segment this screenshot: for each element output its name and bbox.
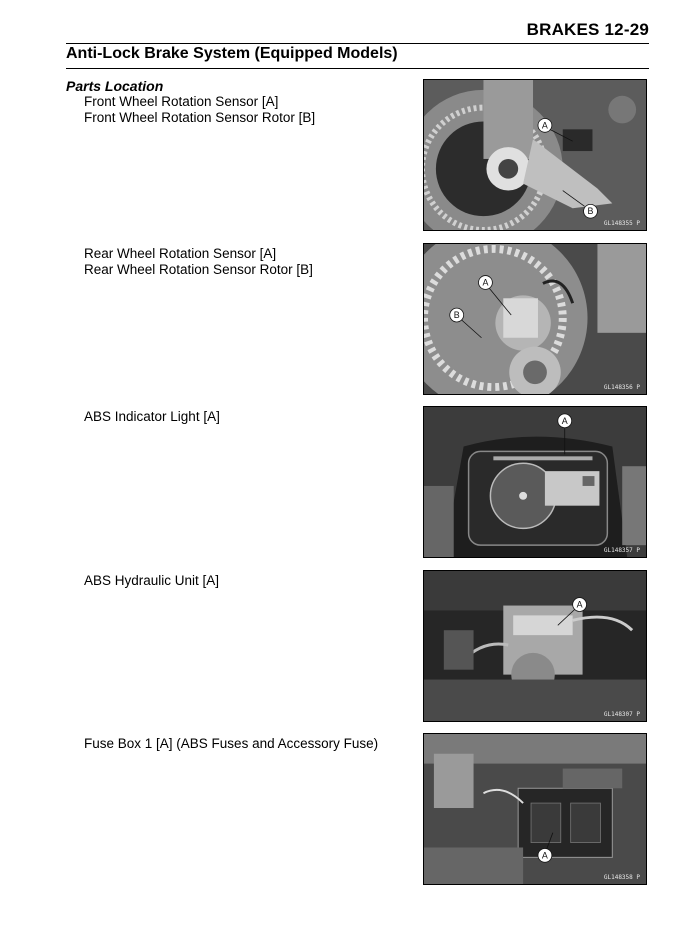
fuse-box-photo bbox=[423, 733, 647, 885]
item-1-image-code: GL148355 P bbox=[603, 220, 640, 227]
header-rule-bottom bbox=[66, 68, 649, 69]
item-2-image-code: GL148356 P bbox=[603, 384, 640, 391]
item-3-image-code: GL148357 P bbox=[603, 547, 640, 554]
item-1-callout-b: B bbox=[587, 206, 594, 217]
item-5-line-1: Fuse Box 1 [A] (ABS Fuses and Accessory Fuse) bbox=[84, 736, 379, 751]
item-1-line-2: Front Wheel Rotation Sensor Rotor [B] bbox=[84, 110, 316, 125]
item-5-callout-a: A bbox=[541, 850, 548, 861]
section-title: Anti-Lock Brake System (Equipped Models) bbox=[66, 45, 398, 62]
item-3-text bbox=[84, 409, 220, 425]
item-4-line-1: ABS Hydraulic Unit [A] bbox=[84, 573, 220, 588]
item-2-callout-b: B bbox=[453, 310, 460, 321]
item-1-callout-a: A bbox=[541, 120, 548, 131]
item-1-text bbox=[84, 94, 315, 126]
front-wheel-sensor-photo bbox=[423, 79, 647, 231]
item-3-line-1: ABS Indicator Light [A] bbox=[84, 409, 220, 424]
item-5-image-code: GL148358 P bbox=[603, 874, 640, 881]
item-2-text bbox=[84, 246, 313, 278]
item-4-callout-a: A bbox=[576, 599, 583, 610]
item-1-line-1: Front Wheel Rotation Sensor [A] bbox=[84, 94, 279, 109]
rear-wheel-sensor-photo bbox=[423, 243, 647, 395]
header-rule-top bbox=[66, 43, 649, 44]
item-4-text bbox=[84, 573, 219, 589]
parts-location-heading: Parts Location bbox=[66, 78, 164, 94]
item-3-callout-a: A bbox=[561, 415, 568, 426]
page-header-title: BRAKES 12-29 bbox=[526, 20, 649, 39]
abs-hydraulic-unit-photo bbox=[423, 570, 647, 722]
item-2-callout-a: A bbox=[482, 277, 489, 288]
abs-indicator-light-photo bbox=[423, 406, 647, 558]
item-2-line-2: Rear Wheel Rotation Sensor Rotor [B] bbox=[84, 262, 313, 277]
item-5-text bbox=[84, 736, 378, 752]
item-2-line-1: Rear Wheel Rotation Sensor [A] bbox=[84, 246, 277, 261]
item-4-image-code: GL148307 P bbox=[603, 711, 640, 718]
